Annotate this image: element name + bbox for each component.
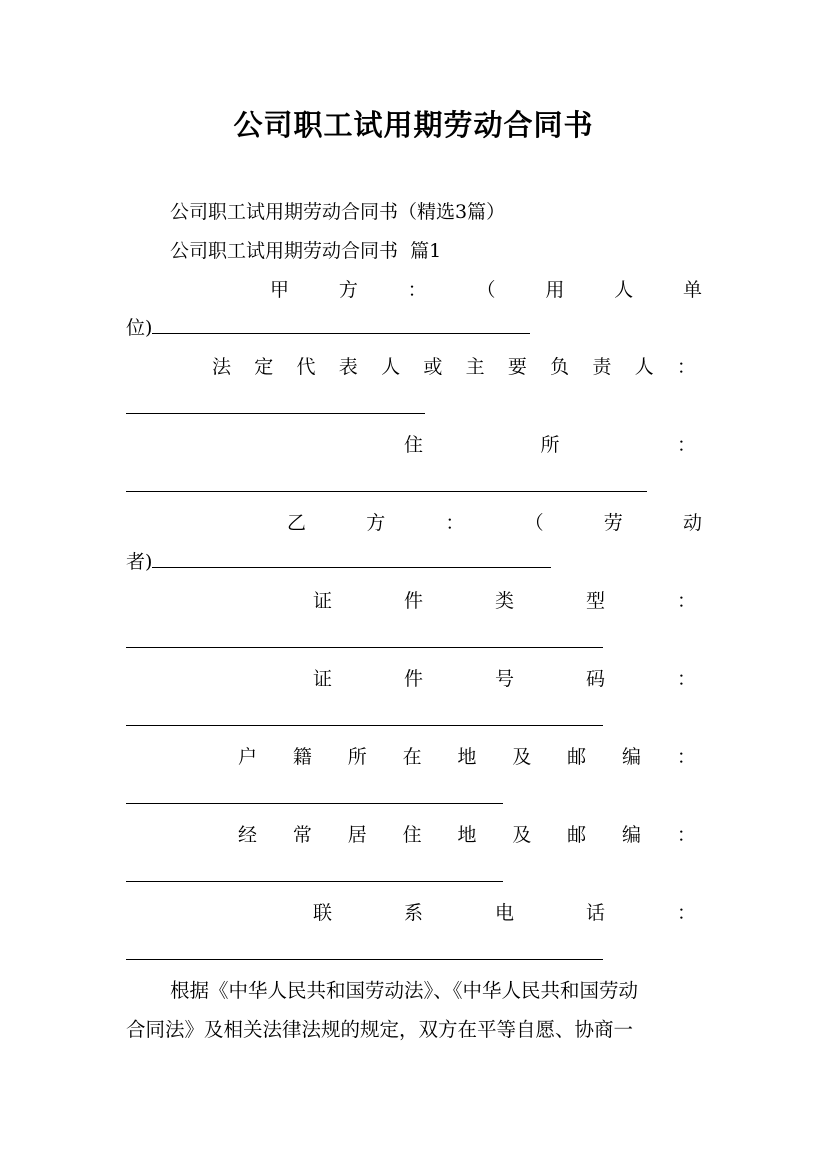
label-char: 劳 [603,512,623,534]
label-char: ： [676,902,696,924]
label-char: ： [676,668,696,690]
label-char: 地 [457,824,477,846]
label-char: 或 [423,356,443,378]
label-char: 甲 [270,279,290,301]
label-char: 类 [494,590,514,612]
label-char: 表 [338,356,358,378]
label-char: 方 [366,512,386,534]
label-char: 代 [296,356,316,378]
label-char: 主 [465,356,485,378]
residence-label [238,824,696,846]
label-char: 话 [585,902,605,924]
label-char: 码 [585,668,605,690]
label-char: 居 [347,824,367,846]
label-char: 法 [212,356,232,378]
subtitle: 公司职工试用期劳动合同书（精选3篇） [170,201,506,223]
label-char: 户 [238,746,258,768]
label-char: 定 [254,356,274,378]
label-char: 要 [507,356,527,378]
label-char: 电 [494,902,514,924]
label-char: 用 [545,279,565,301]
legal-rep-blank [126,413,425,414]
label-char: 人 [381,356,401,378]
address-blank [126,491,647,492]
label-char: 乙 [287,512,307,534]
label-char: 住 [404,434,424,456]
label-char: 单 [682,279,702,301]
label-char: 动 [682,512,702,534]
label-char: 系 [403,902,423,924]
label-char: 编 [622,824,642,846]
label-char: ： [676,824,696,846]
id-type-label [313,590,696,612]
party-a-suffix: 位) [126,317,153,339]
label-char: 地 [457,746,477,768]
label-char: 人 [614,279,634,301]
label-char: 件 [403,668,423,690]
label-char: 证 [313,668,333,690]
party-a-blank [152,317,530,334]
party-a-label [270,279,702,301]
document-title: 公司职工试用期劳动合同书 [233,108,594,142]
phone-blank [126,959,603,960]
label-char: 编 [622,746,642,768]
label-char: 责 [592,356,612,378]
label-char: 型 [585,590,605,612]
id-number-label [313,668,696,690]
body-line-1: 根据《中华人民共和国劳动法》、《中华人民共和国劳动 [170,979,639,1002]
household-label [238,746,696,768]
label-char: 方 [338,279,358,301]
label-char: 证 [313,590,333,612]
id-type-blank [126,647,603,648]
label-char: 号 [494,668,514,690]
label-char: 及 [512,746,532,768]
party-b-line [126,551,551,573]
party-b-suffix: 者) [126,551,153,573]
label-char: ： [676,590,696,612]
label-char: （ [476,279,496,301]
label-char: ： [676,434,696,456]
address-label [404,434,696,456]
label-char: 经 [238,824,258,846]
party-a-line [126,317,530,339]
label-char: 联 [313,902,333,924]
label-char: 及 [512,824,532,846]
label-char: 籍 [292,746,312,768]
label-char: 人 [634,356,654,378]
legal-rep-label [212,356,696,378]
label-char: 住 [402,824,422,846]
label-char: 常 [292,824,312,846]
label-char: ： [407,279,427,301]
label-char: 件 [403,590,423,612]
party-b-blank [152,551,551,568]
residence-blank [126,881,503,882]
label-char: ： [676,356,696,378]
label-char: 邮 [567,824,587,846]
label-char: 邮 [567,746,587,768]
body-line-2: 合同法》及相关法律法规的规定，双方在平等自愿、协商一 [126,1018,634,1041]
section-heading: 公司职工试用期劳动合同书 篇1 [170,240,442,262]
label-char: （ [524,512,544,534]
party-b-label [287,512,702,534]
household-blank [126,803,503,804]
id-number-blank [126,725,603,726]
label-char: ： [676,746,696,768]
label-char: 所 [540,434,560,456]
phone-label [313,902,696,924]
label-char: 所 [347,746,367,768]
label-char: ： [445,512,465,534]
label-char: 在 [402,746,422,768]
label-char: 负 [550,356,570,378]
